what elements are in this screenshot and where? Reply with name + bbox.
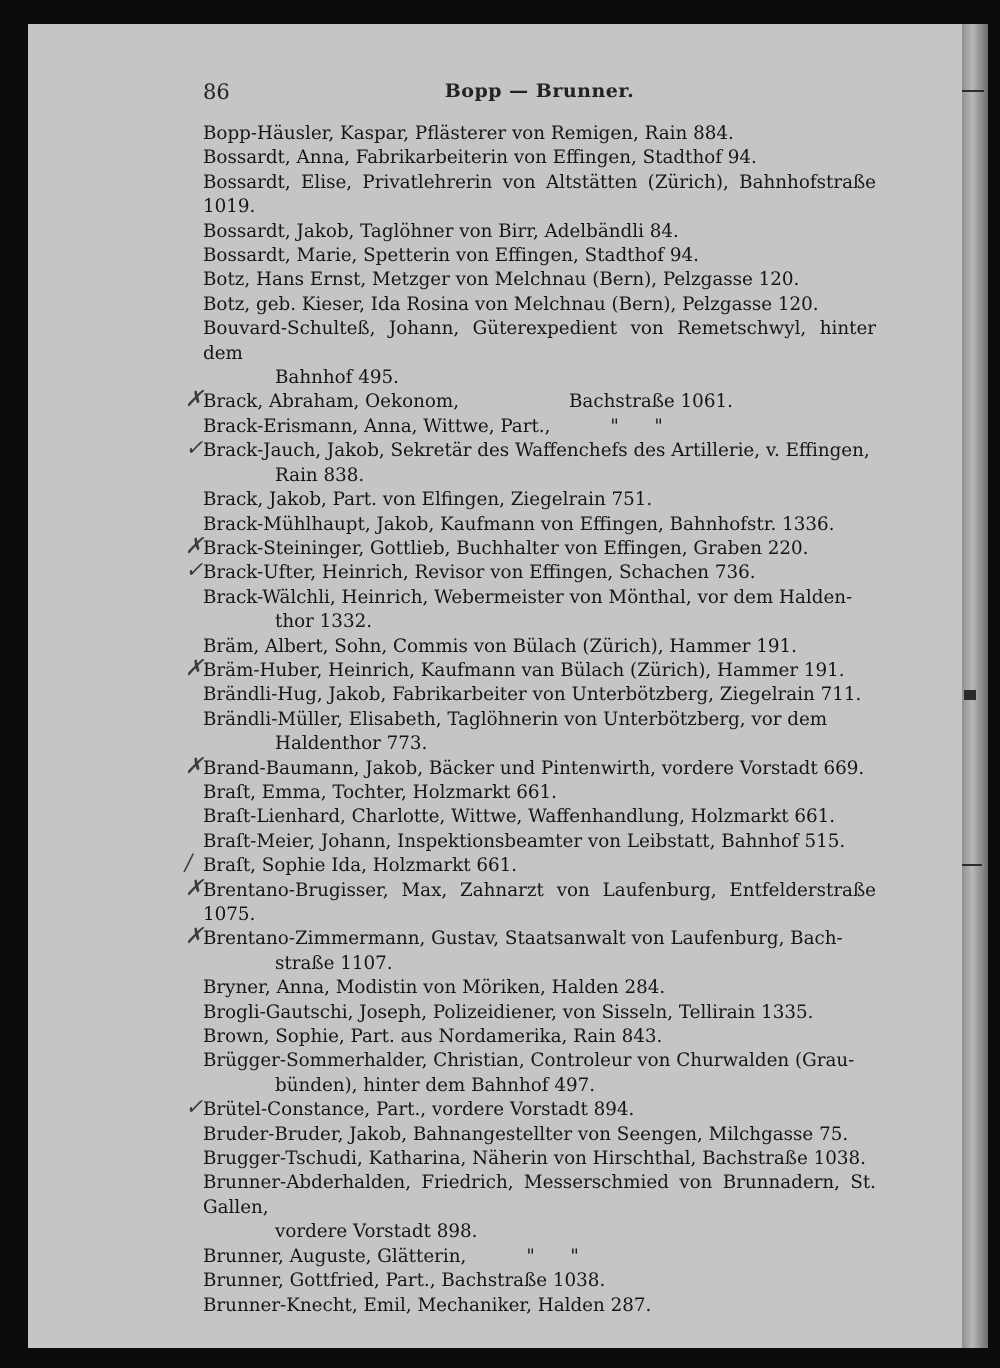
page-header bbox=[203, 80, 876, 110]
entry-continuation: Bahnhof 495. bbox=[275, 367, 399, 389]
entry-text: Brack, Jakob, Part. von Elfingen, Ziegelrain 751. bbox=[203, 489, 653, 511]
directory-entry bbox=[203, 220, 876, 244]
directory-entry bbox=[203, 1171, 876, 1244]
entry-address: Bachstraße 1061. bbox=[569, 391, 733, 413]
entry-text: Brogli-Gautschi, Joseph, Polizeidiener, von Sisseln, Tellirain 1335. bbox=[203, 1001, 814, 1023]
entry-text: Botz, geb. Kieser, Ida Rosina von Melchnau (Bern), Pelzgasse 120. bbox=[203, 293, 819, 315]
entry-text: Brown, Sophie, Part. aus Nordamerika, Rain 843. bbox=[203, 1026, 663, 1048]
directory-entry bbox=[203, 1001, 876, 1025]
directory-entry bbox=[203, 1123, 876, 1147]
edge-tick-mark bbox=[962, 864, 982, 866]
directory-entry bbox=[203, 830, 876, 854]
entry-text: Brack-Wälchli, Heinrich, Webermeister von Mönthal, vor dem Halden- bbox=[203, 586, 853, 608]
ditto-mark: " bbox=[526, 1245, 535, 1267]
directory-entry bbox=[203, 146, 876, 170]
directory-entry bbox=[203, 1025, 876, 1049]
page-number: 86 bbox=[203, 80, 230, 104]
directory-entry bbox=[203, 1147, 876, 1171]
directory-entry bbox=[203, 1269, 876, 1293]
ditto-mark: " bbox=[610, 415, 619, 437]
directory-entry bbox=[185, 558, 876, 585]
directory-entry bbox=[203, 805, 876, 829]
entry-text: Brack-Ufter, Heinrich, Revisor von Effingen, Schachen 736. bbox=[203, 562, 756, 584]
edge-tick-mark bbox=[964, 690, 976, 700]
directory-entry bbox=[185, 436, 876, 488]
entry-text: Brack-Erismann, Anna, Wittwe, Part., bbox=[203, 415, 551, 437]
entry-text: Brand-Baumann, Jakob, Bäcker und Pintenwirth, vordere Vorstadt 669. bbox=[203, 757, 865, 779]
directory-entry bbox=[203, 1245, 876, 1269]
entry-text: Bopp-Häusler, Kaspar, Pflästerer von Remigen, Rain 884. bbox=[203, 123, 734, 144]
pencil-mark-icon: ✓ bbox=[185, 436, 204, 462]
entry-text: Brack-Steininger, Gottlieb, Buchhalter von Effingen, Graben 220. bbox=[203, 537, 809, 559]
entry-text: Brack, Abraham, Oekonom, bbox=[203, 391, 459, 413]
directory-entry bbox=[203, 635, 876, 659]
entry-text: Brändli-Hug, Jakob, Fabrikarbeiter von Unterbötzberg, Ziegelrain 711. bbox=[203, 684, 862, 706]
entry-text: Brentano-Zimmermann, Gustav, Staatsanwalt von Laufenburg, Bach- bbox=[203, 928, 843, 950]
entry-text: Braſt-Meier, Johann, Inspektionsbeamter von Leibstatt, Bahnhof 515. bbox=[203, 830, 846, 852]
directory-entry bbox=[203, 415, 876, 439]
entry-text: Bossardt, Anna, Fabrikarbeiterin von Effingen, Stadthof 94. bbox=[203, 147, 757, 169]
directory-entry bbox=[203, 1294, 876, 1318]
pencil-mark-icon: ✓ bbox=[185, 558, 204, 584]
entry-continuation: thor 1332. bbox=[275, 611, 373, 633]
entry-text: Bräm-Huber, Heinrich, Kaufmann van Bülach (Zürich), Hammer 191. bbox=[203, 659, 845, 681]
entry-text: Brunner-Abderhalden, Friedrich, Messerschmied von Brunnadern, St. Gallen, bbox=[203, 1172, 876, 1218]
directory-entry bbox=[203, 244, 876, 268]
entry-text: Bossardt, Jakob, Taglöhner von Birr, Adelbändli 84. bbox=[203, 220, 679, 242]
directory-entry bbox=[203, 171, 876, 220]
entry-continuation: Haldenthor 773. bbox=[275, 733, 428, 755]
entry-continuation: vordere Vorstadt 898. bbox=[275, 1221, 478, 1243]
entry-text: Brugger-Tschudi, Katharina, Näherin von Hirschthal, Bachstraße 1038. bbox=[203, 1148, 866, 1170]
directory-entry bbox=[185, 655, 876, 683]
directory-entry bbox=[203, 317, 876, 390]
directory-entry bbox=[203, 683, 876, 707]
entry-text: Bräm, Albert, Sohn, Commis von Bülach (Zürich), Hammer 191. bbox=[203, 635, 797, 657]
entry-text: Bouvard-Schulteß, Johann, Güterexpedient von Remetschwyl, hinter dem bbox=[203, 318, 876, 364]
directory-entry bbox=[185, 924, 876, 976]
entry-text: Braſt, Sophie Ida, Holzmarkt 661. bbox=[203, 855, 518, 877]
page-edge bbox=[962, 24, 988, 1348]
ditto-mark: " bbox=[570, 1245, 579, 1267]
directory-entry bbox=[203, 976, 876, 1000]
entry-text: Bryner, Anna, Modistin von Möriken, Halden 284. bbox=[203, 977, 666, 999]
entry-text: Bossardt, Marie, Spetterin von Effingen, Stadthof 94. bbox=[203, 245, 699, 267]
directory-entry bbox=[203, 268, 876, 292]
entry-text: Brack-Jauch, Jakob, Sekretär des Waffenchefs des Artillerie, v. Effingen, bbox=[203, 440, 870, 462]
pencil-mark-icon: ✗ bbox=[185, 875, 204, 901]
pencil-mark-icon: ✗ bbox=[185, 387, 204, 413]
pencil-mark-icon: ✗ bbox=[185, 753, 204, 779]
directory-entry bbox=[203, 781, 876, 805]
directory-entry bbox=[203, 513, 876, 537]
entry-text: Bruder-Bruder, Jakob, Bahnangestellter von Seengen, Milchgasse 75. bbox=[203, 1123, 849, 1145]
directory-entry bbox=[203, 708, 876, 757]
entry-text: Braſt, Emma, Tochter, Holzmarkt 661. bbox=[203, 781, 557, 803]
pencil-mark-icon: ✗ bbox=[185, 924, 204, 950]
entry-text: Brügger-Sommerhalder, Christian, Controleur von Churwalden (Grau- bbox=[203, 1050, 855, 1072]
pencil-mark-icon: ✗ bbox=[185, 533, 204, 559]
directory-entry bbox=[185, 851, 876, 878]
entry-text: Braſt-Lienhard, Charlotte, Wittwe, Waffenhandlung, Holzmarkt 661. bbox=[203, 806, 836, 828]
pencil-mark-icon: / bbox=[185, 851, 193, 877]
directory-entry bbox=[185, 1095, 876, 1122]
entry-continuation: straße 1107. bbox=[275, 952, 393, 974]
entry-text: Brunner, Gottfried, Part., Bachstraße 1038. bbox=[203, 1270, 606, 1292]
directory-entries bbox=[185, 122, 876, 1318]
directory-entry bbox=[185, 875, 876, 928]
directory-entry bbox=[185, 753, 876, 781]
entry-text: Brütel-Constance, Part., vordere Vorstadt 894. bbox=[203, 1099, 635, 1121]
directory-entry bbox=[203, 122, 876, 146]
entry-continuation: Rain 838. bbox=[275, 464, 365, 486]
directory-entry bbox=[203, 488, 876, 512]
pencil-mark-icon: ✓ bbox=[185, 1095, 204, 1121]
directory-entry bbox=[203, 1049, 876, 1098]
running-head: Bopp — Brunner. bbox=[444, 80, 635, 102]
ditto-mark: " bbox=[654, 415, 663, 437]
directory-entry bbox=[203, 293, 876, 317]
entry-text: Bossardt, Elise, Privatlehrerin von Altstätten (Zürich), Bahnhofstraße 1019. bbox=[203, 171, 876, 218]
entry-text: Botz, Hans Ernst, Metzger von Melchnau (Bern), Pelzgasse 120. bbox=[203, 269, 800, 291]
pencil-mark-icon: ✗ bbox=[185, 655, 204, 681]
entry-text: Brändli-Müller, Elisabeth, Taglöhnerin von Unterbötzberg, vor dem bbox=[203, 708, 828, 730]
directory-entry bbox=[185, 533, 876, 561]
directory-entry bbox=[185, 387, 876, 414]
entry-text: Brunner, Auguste, Glätterin, bbox=[203, 1245, 467, 1267]
entry-text: Brentano-Brugisser, Max, Zahnarzt von Laufenburg, Entfelderstraße 1075. bbox=[203, 879, 876, 925]
directory-entry bbox=[203, 586, 876, 635]
edge-tick-mark bbox=[962, 90, 984, 92]
entry-text: Brunner-Knecht, Emil, Mechaniker, Halden 287. bbox=[203, 1294, 652, 1316]
entry-text: Brack-Mühlhaupt, Jakob, Kaufmann von Effingen, Bahnhofstr. 1336. bbox=[203, 513, 835, 535]
entry-continuation: bünden), hinter dem Bahnhof 497. bbox=[275, 1074, 596, 1096]
